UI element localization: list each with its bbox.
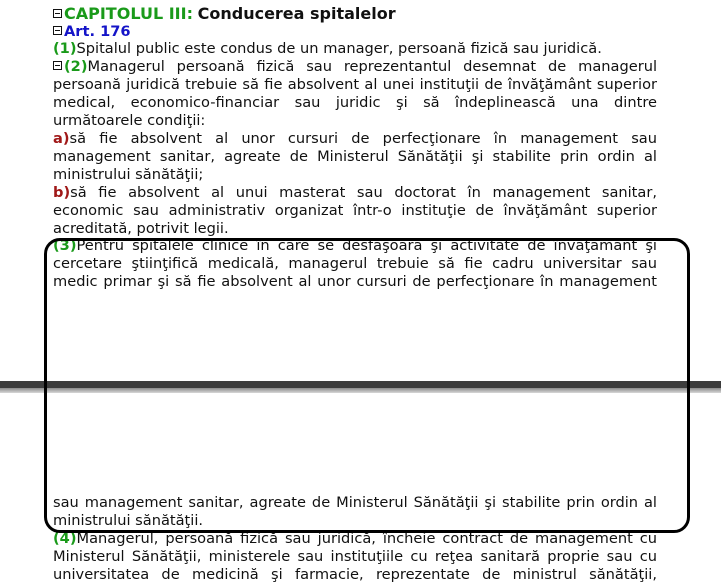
item-text: să fie absolvent al unor cursuri de perfecţionare în management sau xyxy=(69,130,657,147)
item-b-line xyxy=(53,184,657,202)
paragraph-2-line: persoană juridică trebuie să fie absolvent al unei instituţii de învăţământ superior xyxy=(53,76,657,93)
paragraph-4-line: Ministerul Sănătăţii, ministerele sau instituţiile cu reţea sanitară proprie sau cu xyxy=(53,548,657,565)
paragraph-text: Managerul, persoană fizică sau juridică, încheie contract de management cu xyxy=(76,530,657,547)
paragraph-number: (1) xyxy=(53,40,77,57)
collapse-toggle-icon[interactable] xyxy=(53,26,62,35)
item-a-line xyxy=(53,130,657,148)
item-a-line: management sanitar, agreate de Ministerul Sănătăţii şi stabilite prin ordin al xyxy=(53,148,657,165)
paragraph-3-line: ministrului sănătăţii. xyxy=(53,512,204,529)
collapse-toggle-icon[interactable] xyxy=(53,9,62,18)
paragraph-4-line: universitatea de medicină şi farmacie, reprezentate de ministrul sănătăţii, xyxy=(53,566,657,583)
paragraph-2-line: medical, economico-financiar sau juridic şi să îndeplinească una dintre xyxy=(53,94,657,111)
item-b-line: economic sau administrativ organizat într-o instituţie de învăţământ superior xyxy=(53,202,657,219)
paragraph-text: Pentru spitalele clinice în care se desfăşoară şi activitate de învăţământ şi xyxy=(76,237,657,254)
paragraph-number: (4) xyxy=(53,530,77,547)
paragraph-text: Managerul persoană fizică sau reprezentantul desemnat de managerul xyxy=(87,58,657,75)
highlight-frame xyxy=(44,238,690,533)
chapter-label: CAPITOLUL III: xyxy=(64,5,193,23)
collapse-toggle-icon[interactable] xyxy=(53,61,62,70)
paragraph-number: (2) xyxy=(64,58,88,75)
paragraph-1 xyxy=(53,40,657,58)
paragraph-number: (3) xyxy=(53,237,77,254)
item-letter: a) xyxy=(53,130,70,147)
paragraph-2-line xyxy=(53,58,657,76)
article-number: Art. 176 xyxy=(64,23,131,40)
item-a-line: ministrului sănătăţii; xyxy=(53,166,204,183)
chapter-heading xyxy=(53,5,657,23)
paragraph-3-line: medic primar şi să fie absolvent al unor cursuri de perfecţionare în management xyxy=(53,273,657,290)
article-heading xyxy=(53,23,657,41)
item-text: să fie absolvent al unui masterat sau doctorat în management sanitar, xyxy=(70,184,657,201)
paragraph-3-line: sau management sanitar, agreate de Ministerul Sănătăţii şi stabilite prin ordin al xyxy=(53,494,657,511)
paragraph-text: Spitalul public este condus de un manager, persoană fizică sau juridică. xyxy=(76,40,602,57)
item-b-line: acreditată, potrivit legii. xyxy=(53,220,229,237)
paragraph-2-line: următoarele condiţii: xyxy=(53,112,206,129)
chapter-title: Conducerea spitalelor xyxy=(197,5,396,23)
paragraph-3-line: cercetare ştiinţifică medicală, managerul trebuie să fie cadru universitar sau xyxy=(53,255,657,272)
item-letter: b) xyxy=(53,184,71,201)
